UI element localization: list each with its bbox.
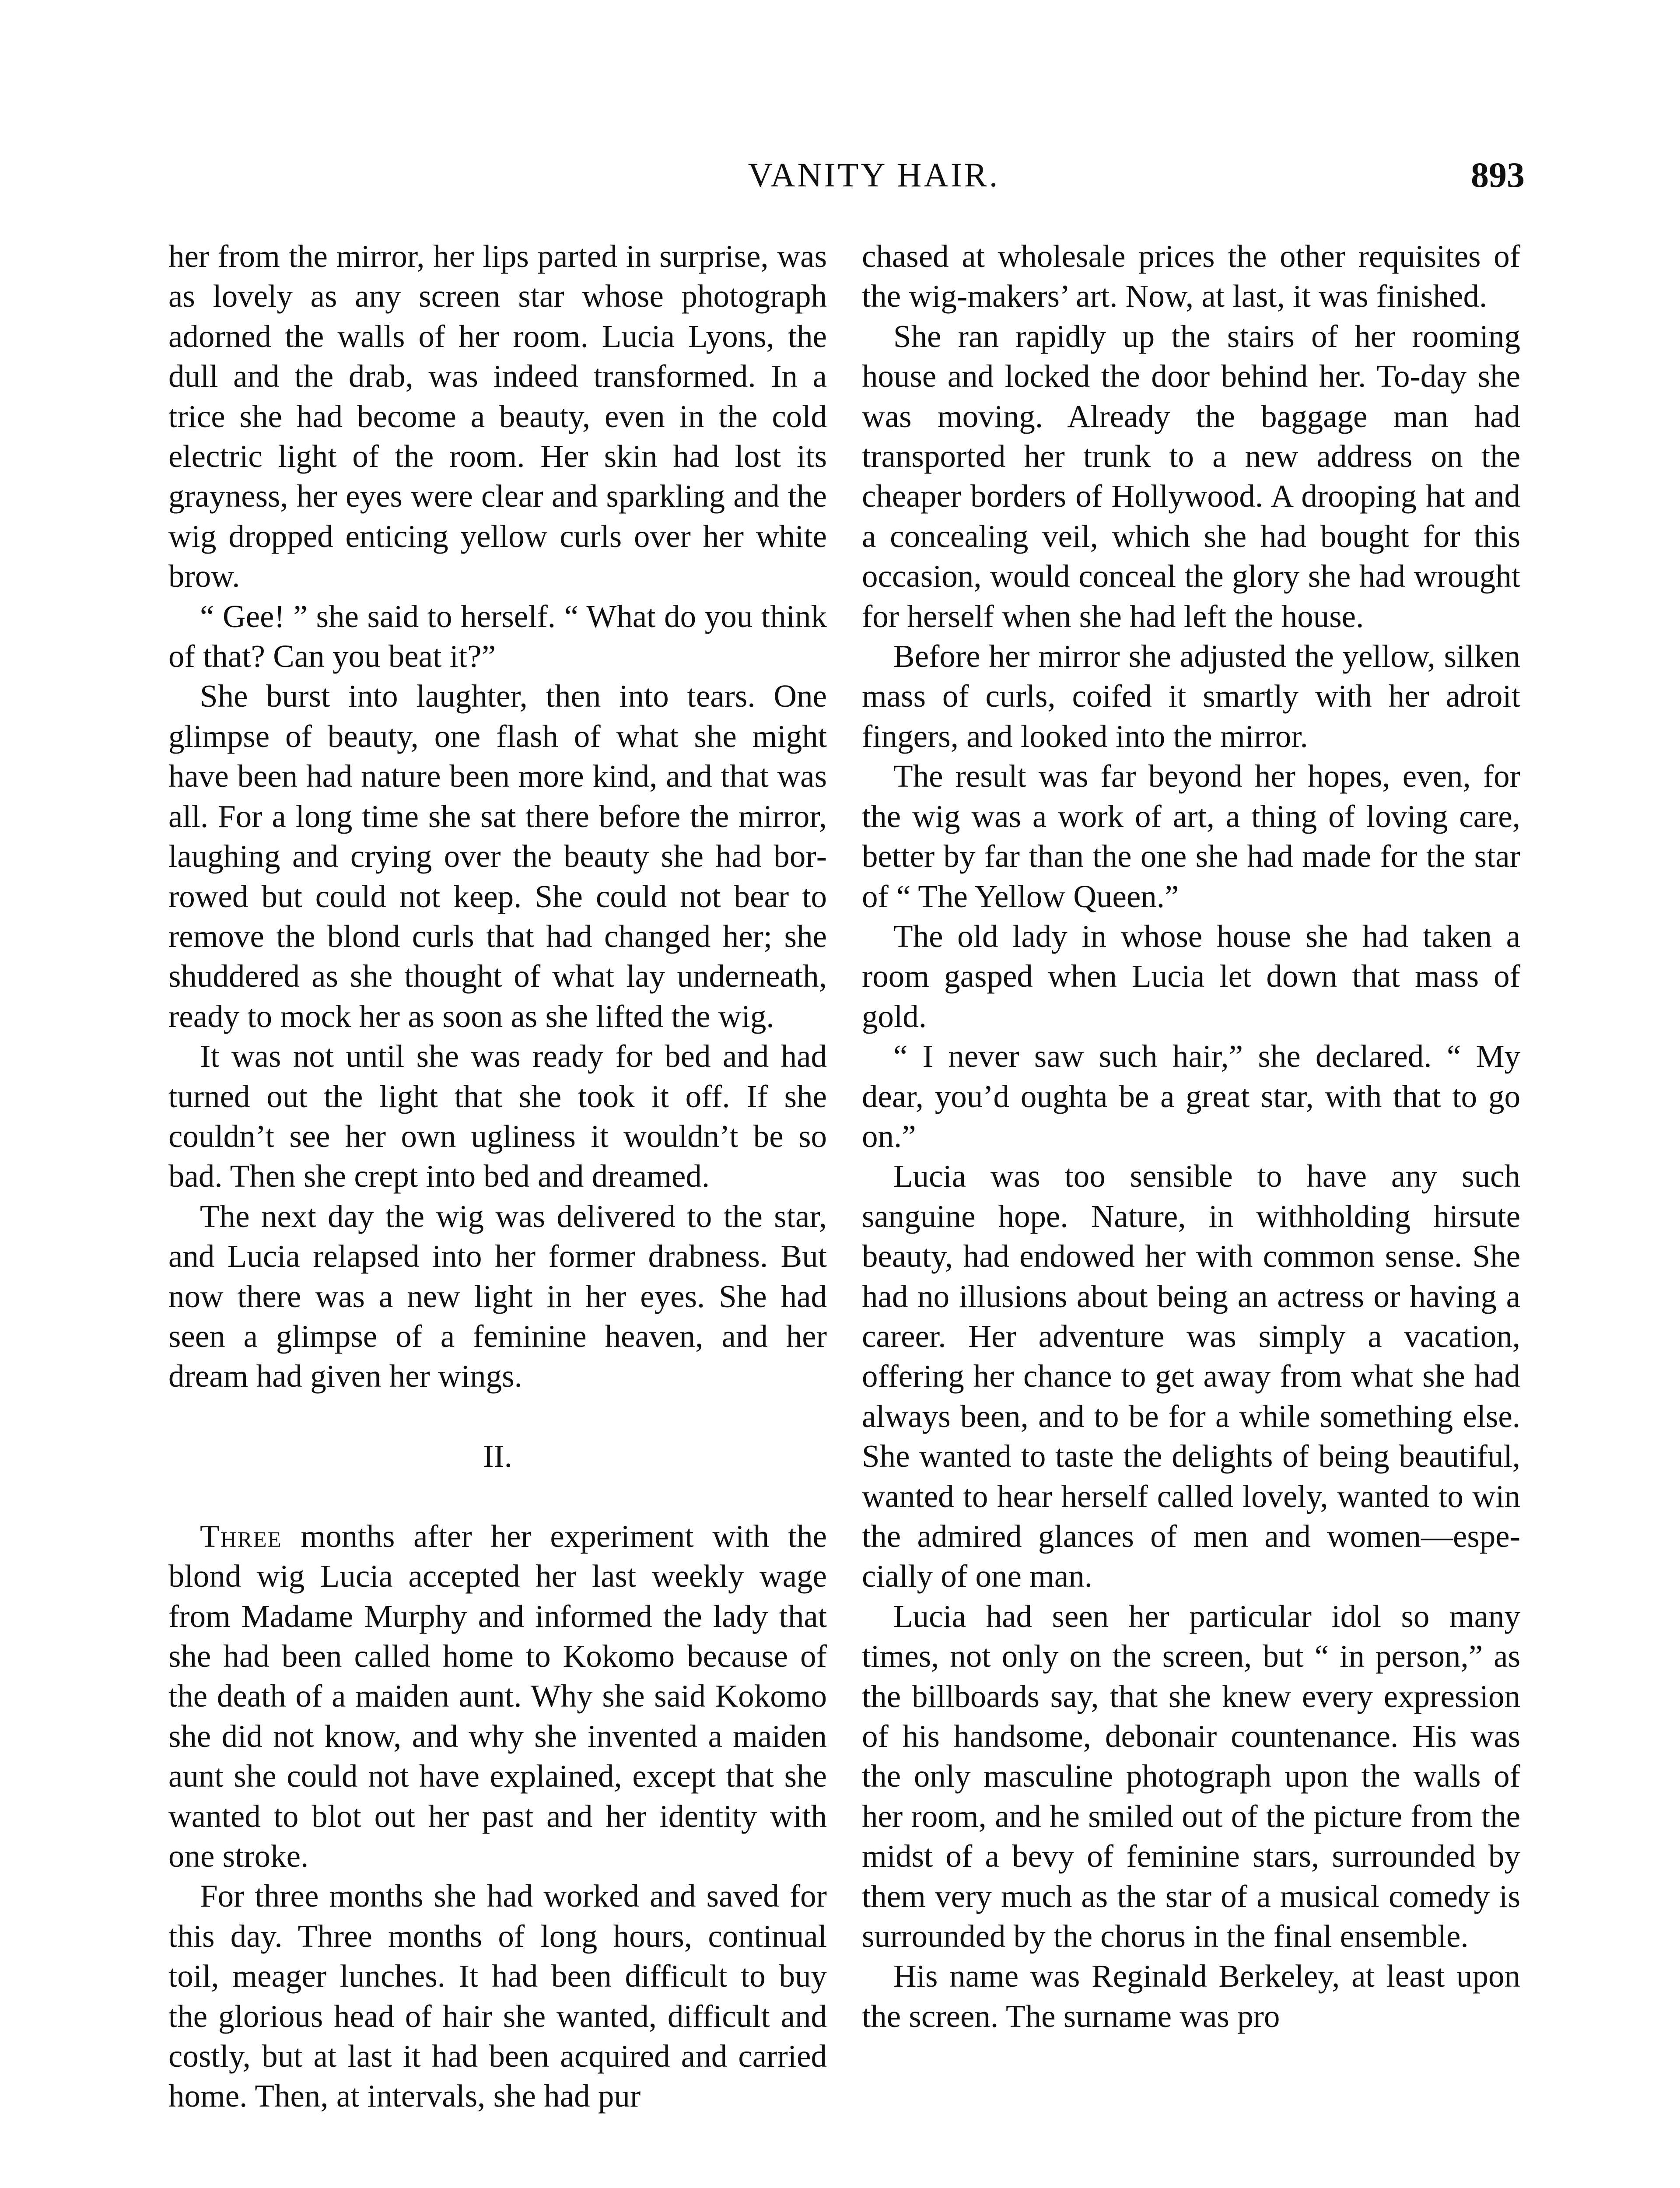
right-column — [862, 236, 1520, 2036]
paragraph — [168, 1516, 827, 1876]
lead-word: Three — [200, 1518, 282, 1554]
paragraph: The next day the wig was delivered to the star, and Lucia relapsed into her former drabness. But now there was a new light in her eyes. She had seen a glimpse of a feminine heaven, and her dream had given her wings. — [168, 1198, 827, 1394]
paragraph: “ I never saw such hair,” she declared. “ My dear, you’d oughta be a great star, with that to go on.” — [862, 1038, 1520, 1154]
paragraph: It was not until she was ready for bed and had turned out the light that she took it off. If she couldn’t see her own ugliness it wouldn’t be so bad. Then she crept into bed and dreamed. — [168, 1038, 827, 1194]
paragraph: Before her mirror she adjusted the yellow, silken mass of curls, coifed it smartly with her adroit fingers, and looked into the mirror. — [862, 638, 1520, 754]
paragraph: She ran rapidly up the stairs of her rooming house and locked the door behind her. To-day she was moving. Already the baggage man had transported her trunk to a new address on the cheaper borders of Hollywood. A drooping hat and a concealing veil, which she had bought for this occasion, would conceal the glory she had wrought for herself when she had left the house. — [862, 318, 1520, 634]
paragraph: Lucia was too sensible to have any such sanguine hope. Nature, in withholding hirsute beauty, had endowed her with common sense. She had no illusions about being an actress or having a career. Her adventure was simply a vacation, offering her chance to get away from what she had always been, and to be for a while something else. She wanted to taste the delights of being beautiful, wanted to hear herself called lovely, wanted to win the admired glances of men and women—especially of one man. — [862, 1158, 1520, 1594]
paragraph: The result was far beyond her hopes, even, for the wig was a work of art, a thing of loving care, better by far than the one she had made for the star of “ The Yellow Queen.” — [862, 758, 1520, 914]
paragraph: For three months she had worked and saved for this day. Three months of long hours, continual toil, meager lunches. It had been difficult to buy the glorious head of hair she wanted, difficult and costly, but at last it had been acquired and carried home. Then, at intervals, she had pur — [168, 1878, 827, 2114]
paragraph-text: months after her experiment with the blond wig Lucia accepted her last weekly wage from Madame Murphy and informed the lady that she had been called home to Kokomo because of the death of a maiden aunt. Why she said Kokomo she did not know, and why she invented a maiden aunt she could not have explained, except that she wanted to blot out her past and her identity with one stroke. — [168, 1518, 827, 1874]
paragraph: chased at wholesale prices the other requisites of the wig-makers’ art. Now, at last, it was finished. — [862, 238, 1520, 314]
paragraph: her from the mirror, her lips parted in surprise, was as lovely as any screen star whose photograph adorned the walls of her room. Lucia Lyons, the dull and the drab, was indeed transformed. In a trice she had become a beauty, even in the cold electric light of the room. Her skin had lost its grayness, her eyes were clear and sparkling and the wig dropped enticing yellow curls over her white brow. — [168, 238, 827, 594]
running-title: VANITY HAIR. — [748, 156, 1000, 194]
paragraph: She burst into laughter, then into tears. One glimpse of beauty, one flash of what she might have been had nature been more kind, and that was all. For a long time she sat there before the mirror, laughing and crying over the beauty she had borrowed but could not keep. She could not bear to remove the blond curls that had changed her; she shuddered as she thought of what lay underneath, ready to mock her as soon as she lifted the wig. — [168, 678, 827, 1034]
page-header — [171, 151, 1525, 199]
left-column — [168, 236, 827, 2116]
paragraph: His name was Reginald Berkeley, at least upon the screen. The surname was pro — [862, 1958, 1520, 2034]
page-number: 893 — [1471, 155, 1525, 195]
paragraph: The old lady in whose house she had taken a room gasped when Lucia let down that mass of gold. — [862, 918, 1520, 1034]
section-heading: II. — [483, 1438, 512, 1474]
paragraph: “ Gee! ” she said to herself. “ What do you think of that? Can you beat it?” — [168, 598, 827, 674]
paragraph: Lucia had seen her particular idol so many times, not only on the screen, but “ in person,” as the billboards say, that she knew every expression of his handsome, debonair countenance. His was the only masculine photograph upon the walls of her room, and he smiled out of the picture from the midst of a bevy of feminine stars, surrounded by them very much as the star of a musical comedy is surrounded by the chorus in the final ensemble. — [862, 1598, 1520, 1954]
